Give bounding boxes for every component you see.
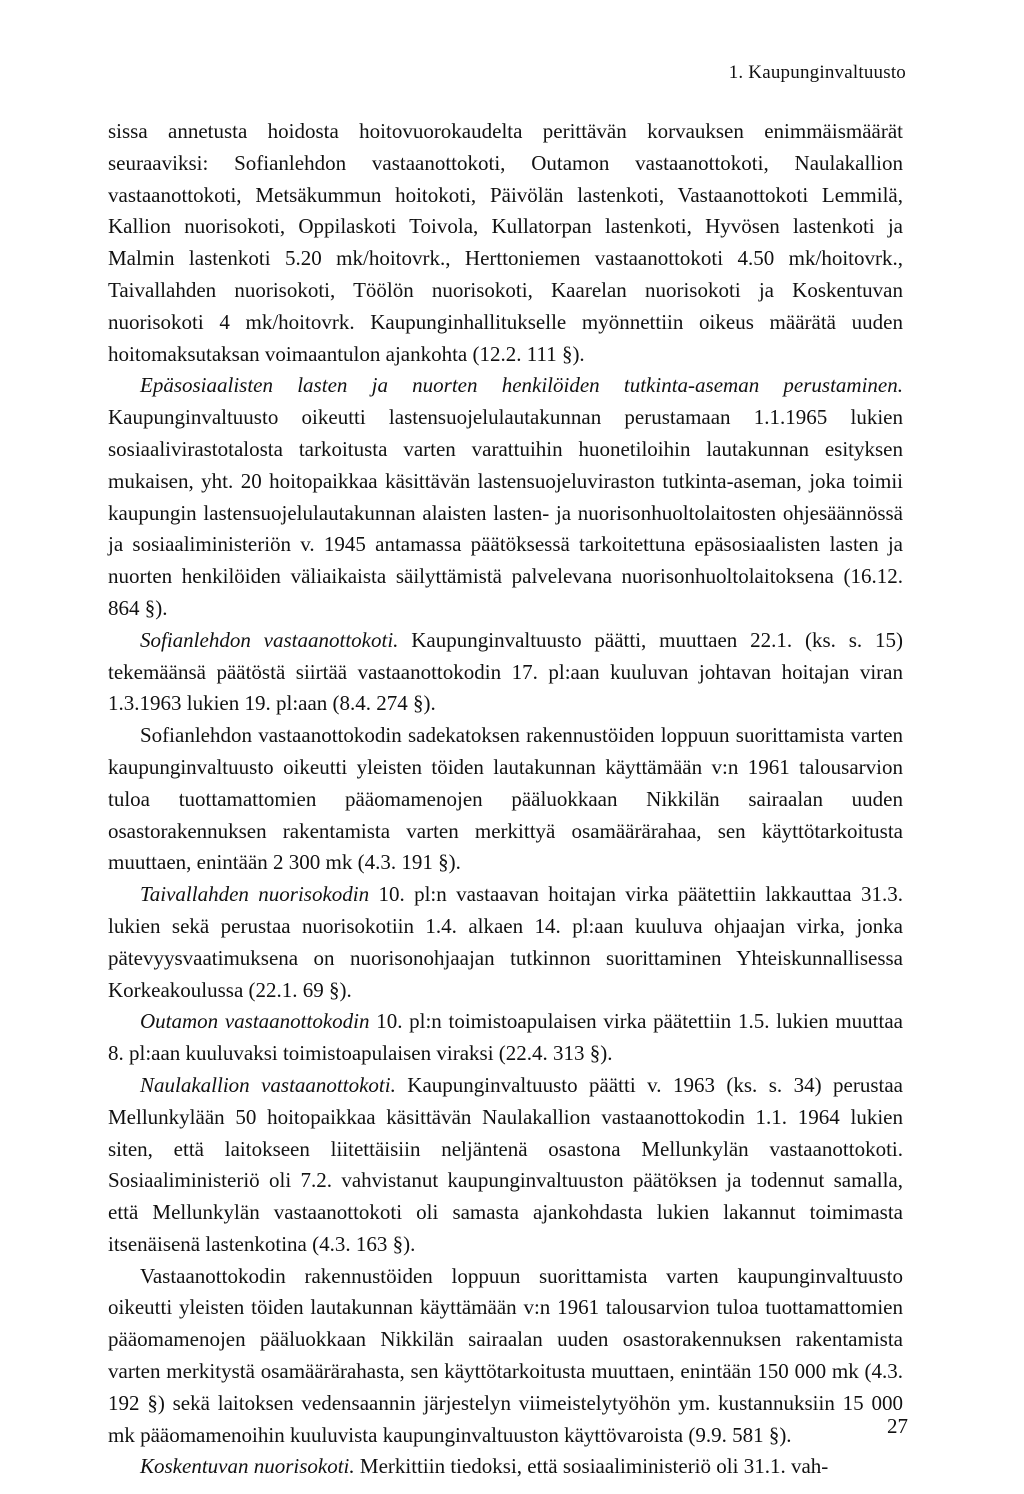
paragraph-9-text: Merkittiin tiedoksi, että sosiaaliministeriö oli 31.1. vah- [354,1454,829,1479]
page-number: 27 [887,1414,908,1438]
paragraph-6 [108,1006,903,1070]
paragraph-6-text: 10. pl:n toimistoapulaisen virka päätettiin 1.5. lukien muuttaa 8. pl:aan kuuluvaksi toimistoapulaisen viraksi (22.4. 313 §). [108,1009,903,1066]
paragraph-4 [108,720,903,879]
paragraph-9-heading: Koskentuvan nuorisokoti. [140,1454,355,1479]
paragraph-5-heading: Taivallahden nuorisokodin [140,882,370,907]
paragraph-2-text: Kaupunginvaltuusto oikeutti lastensuojelulautakunnan perustamaan 1.1.1965 lukien sosiaalivirastotalosta tarkoitusta varten varattuihin huonetiloihin lautakunnan esityksen mukaisen, yht. 20 hoitopaikkaa käsittävän lastensuojeluviraston tutkinta-aseman, joka toimii kaupungin lastensuojelulautakunnan alaisten lasten- ja nuorisonhuoltolaitosten ohjesäännössä ja sosiaaliministeriön v. 1945 antamassa päätöksessä tarkoitettuna epäsosiaalisten lasten ja nuorten henkilöiden väliaikaista säilyttämistä palvelevana nuorisonhuoltolaitoksena (16.12. 864 §). [108,405,903,620]
paragraph-7-heading: Naulakallion vastaanottokoti. [140,1072,396,1097]
paragraph-2 [108,370,903,624]
paragraph-1-text: sissa annetusta hoidosta hoitovuorokaudelta perittävän korvauksen enimmäismäärät seuraaviksi: Sofianlehdon vastaanottokoti, Outamon vastaanottokoti, Naulakallion vastaanottokoti, Metsäkummun hoitokoti, Päivölän lastenkoti, Vastaanottokoti Lemmilä, Kallion nuorisokoti, Oppilaskoti Toivola, Kullatorpan lastenkoti, Hyvösen lastenkoti ja Malmin lastenkoti 5.20 mk/hoitovrk., Herttoniemen vastaanottokoti 4.50 mk/hoitovrk., Taivallahden nuorisokoti, Töölön nuorisokoti, Kaarelan nuorisokoti ja Koskentuvan nuorisokoti 4 mk/hoitovrk. Kaupunginhallitukselle myönnettiin oikeus määrätä uuden hoitomaksutaksan voimaantulon ajankohta (12.2. 111 §). [108,119,903,366]
body-text [108,116,903,1483]
paragraph-3-heading: Sofianlehdon vastaanottokoti. [140,627,399,652]
paragraph-1 [108,116,903,370]
paragraph-6-heading: Outamon vastaanottokodin [140,1009,370,1034]
paragraph-7-text: Kaupunginvaltuusto päätti v. 1963 (ks. s. 34) perustaa Mellunkylään 50 hoitopaikkaa käsittävän Naulakallion vastaanottokodin 1.1. 1964 lukien siten, että laitokseen liitettäisiin neljäntenä osastona Mellunkylän vastaanottokoti. Sosiaaliministeriö oli 7.2. vahvistanut kaupunginvaltuuston päätöksen ja todennut samalla, että Mellunkylän vastaanottokoti oli samasta ajankohdasta lukien lakannut toimimasta itsenäisenä lastenkotina (4.3. 163 §). [108,1072,903,1256]
paragraph-4-text: Sofianlehdon vastaanottokodin sadekatoksen rakennustöiden loppuun suorittamista varten kaupunginvaltuusto oikeutti yleisten töiden lautakunnan käyttämään v:n 1961 talousarvion tuloa tuottamattomien pääomamenojen pääluokkaan Nikkilän sairaalan uuden osastorakennuksen rakentamista varten merkittyä osamäärärahaa, sen käyttötarkoitusta muuttaen, enintään 2 300 mk (4.3. 191 §). [108,723,903,875]
paragraph-9 [108,1451,903,1483]
running-header: 1. Kaupunginvaltuusto [728,62,906,83]
paragraph-3-text: Kaupunginvaltuusto päätti, muuttaen 22.1. (ks. s. 15) tekemäänsä päätöstä siirtää vastaanottokodin 17. pl:aan kuuluvan johtavan hoitajan viran 1.3.1963 lukien 19. pl:aan (8.4. 274 §). [108,627,903,716]
paragraph-2-heading: Epäsosiaalisten lasten ja nuorten henkilöiden tutkinta-aseman perustaminen. [140,373,903,398]
paragraph-5-text: 10. pl:n vastaavan hoitajan virka päätettiin lakkauttaa 31.3. lukien sekä perustaa nuorisokotiin 1.4. alkaen 14. pl:aan kuuluva ohjaajan virka, jonka pätevyysvaatimuksena on nuorisonohjaajan tutkinnon suorittaminen Yhteiskunnallisessa Korkeakoulussa (22.1. 69 §). [108,882,903,1002]
paragraph-8-text: Vastaanottokodin rakennustöiden loppuun suorittamista varten kaupunginvaltuusto oikeutti yleisten töiden lautakunnan käyttämään v:n 1961 talousarvion tuloa tuottamattomien pääomamenojen pääluokkaan Nikkilän sairaalan uuden osastorakennuksen rakentamista varten merkitystä osamäärärahasta, sen käyttötarkoitusta muuttaen, enintään 150 000 mk (4.3. 192 §) sekä laitoksen vedensaannin järjestelyn viimeistelytyöhön ym. kustannuksiin 15 000 mk pääomamenoihin kuuluvista kaupunginvaltuuston käyttövaroista (9.9. 581 §). [108,1263,903,1447]
paragraph-7 [108,1070,903,1261]
paragraph-3 [108,625,903,720]
paragraph-8 [108,1261,903,1452]
paragraph-5 [108,879,903,1006]
